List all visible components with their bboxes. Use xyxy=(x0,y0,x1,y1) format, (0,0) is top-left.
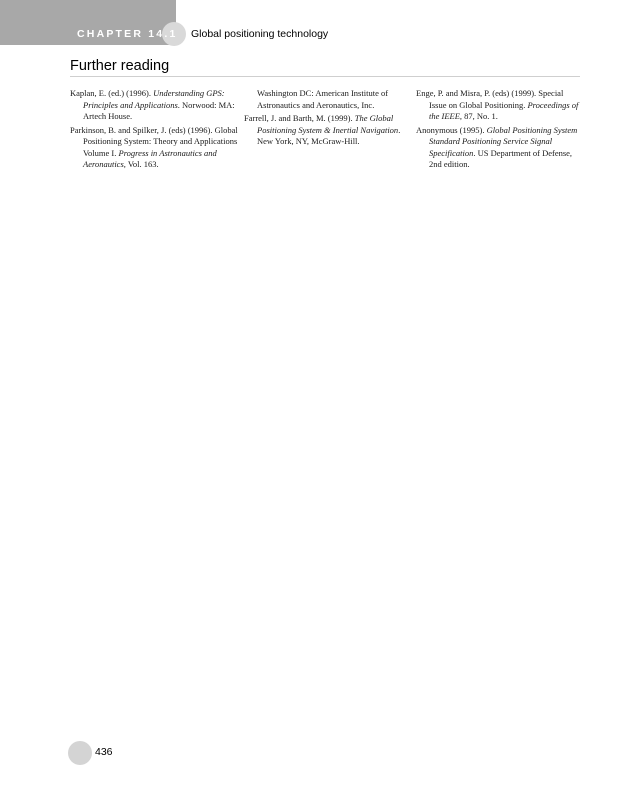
section-divider xyxy=(70,76,580,77)
reference-title: Global Positioning System Standard Positioning Service Signal Specification xyxy=(429,124,578,158)
references-column-1 xyxy=(70,88,238,173)
page-number: 436 xyxy=(95,746,113,758)
section-title: Further reading xyxy=(70,58,170,74)
references-column-3 xyxy=(416,88,580,173)
reference-text: . US Department of Defense, 2nd edition. xyxy=(429,147,573,169)
reference-text: Anonymous (1995). xyxy=(416,124,487,135)
reference-title: Understanding GPS: Principles and Applications xyxy=(83,88,225,110)
reference-item xyxy=(70,88,238,123)
reference-text: Enge, P. and Misra, P. (eds) (1999). Special Issue on Global Positioning. xyxy=(416,88,564,110)
reference-title: Proceedings of the IEEE xyxy=(429,99,579,121)
reference-item xyxy=(70,125,238,171)
reference-item-continued xyxy=(244,88,410,111)
page-number-circle xyxy=(68,741,92,765)
reference-item xyxy=(244,113,410,148)
reference-text: . Norwood: MA: Artech House. xyxy=(83,99,235,121)
reference-text: . New York, NY, McGraw-Hill. xyxy=(257,124,401,146)
reference-text: Washington DC: American Institute of Astronautics and Aeronautics, Inc. xyxy=(257,88,389,110)
reference-text: , 87, No. 1. xyxy=(459,111,498,121)
reference-title: Progress in Astronautics and Aeronautics xyxy=(83,147,217,169)
reference-item xyxy=(416,125,580,171)
reference-text: Parkinson, B. and Spilker, J. (eds) (1996). Global Positioning System: Theory and Applications Volume I. xyxy=(70,124,238,158)
chapter-title: Global positioning technology xyxy=(191,28,329,40)
reference-text: Farrell, J. and Barth, M. (1999). xyxy=(244,113,355,123)
reference-text: Kaplan, E. (ed.) (1996). xyxy=(70,88,154,98)
chapter-label: CHAPTER 14.1 xyxy=(77,28,178,40)
reference-title: The Global Positioning System & Inertial Navigation xyxy=(257,113,399,135)
references-column-2 xyxy=(244,88,410,150)
reference-item xyxy=(416,88,580,123)
reference-text: , Vol. 163. xyxy=(123,159,159,169)
